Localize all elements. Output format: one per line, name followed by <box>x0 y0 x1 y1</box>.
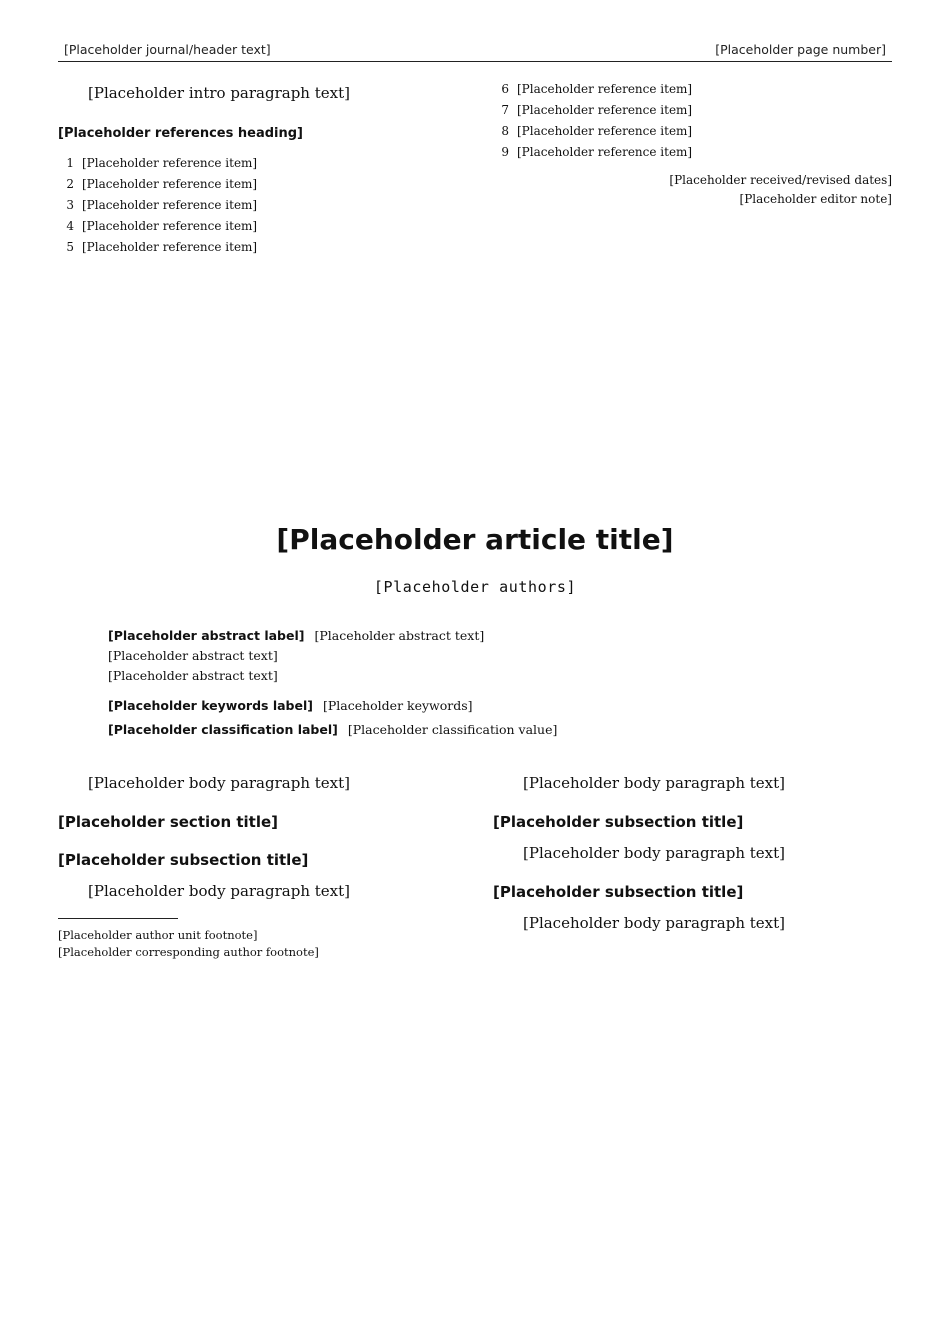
section-1-title: [Placeholder section title] <box>58 813 278 831</box>
reference-number: 3 <box>66 198 74 212</box>
body-left-column <box>58 770 457 1140</box>
reference-text: [Placeholder reference item] <box>82 240 258 254</box>
reference-item <box>493 143 892 161</box>
header-page-number: [Placeholder page number] <box>715 42 886 57</box>
body-right-column <box>493 770 892 1140</box>
reference-text: [Placeholder reference item] <box>517 82 693 96</box>
top-right-column <box>493 80 892 478</box>
footnote-divider <box>58 918 178 919</box>
keywords-value: [Placeholder keywords] <box>322 698 473 713</box>
reference-text: [Placeholder reference item] <box>82 198 258 212</box>
article-title-block <box>58 522 892 598</box>
article-title: [Placeholder article title] <box>276 523 674 556</box>
received-revised-note <box>493 171 892 208</box>
section-1-2-text: [Placeholder body paragraph text] <box>523 844 785 862</box>
section-1-2-title: [Placeholder subsection title] <box>493 813 744 831</box>
reference-item <box>58 217 457 235</box>
abstract-text-3: [Placeholder abstract text] <box>108 668 278 683</box>
reference-text: [Placeholder reference item] <box>517 124 693 138</box>
section-1-1-text: [Placeholder body paragraph text] <box>88 882 350 900</box>
reference-number: 9 <box>501 145 509 159</box>
section-1-1-title: [Placeholder subsection title] <box>58 851 309 869</box>
received-dates: [Placeholder received/revised dates] <box>669 173 892 187</box>
abstract-paragraph <box>108 666 842 686</box>
classification-label: [Placeholder classification label] <box>108 722 338 737</box>
reference-item <box>58 238 457 256</box>
footnote-corresponding-author: [Placeholder corresponding author footnote] <box>58 945 319 959</box>
classification-line <box>108 720 842 740</box>
references-list-left <box>58 154 457 256</box>
reference-text: [Placeholder reference item] <box>517 145 693 159</box>
body-intro-paragraph: [Placeholder body paragraph text] <box>88 774 350 792</box>
reference-item <box>58 154 457 172</box>
keywords-label: [Placeholder keywords label] <box>108 698 313 713</box>
reference-number: 5 <box>66 240 74 254</box>
footnote-author-unit: [Placeholder author unit footnote] <box>58 928 258 942</box>
reference-item <box>493 101 892 119</box>
section-1-3-text: [Placeholder body paragraph text] <box>523 914 785 932</box>
keywords-line <box>108 696 842 716</box>
abstract-text-1: [Placeholder abstract text] <box>314 628 485 643</box>
abstract-block <box>108 626 842 740</box>
article-authors: [Placeholder authors] <box>373 578 577 596</box>
reference-number: 8 <box>501 124 509 138</box>
references-heading: [Placeholder references heading] <box>58 126 304 141</box>
abstract-text-2: [Placeholder abstract text] <box>108 648 278 663</box>
section-1-3-title: [Placeholder subsection title] <box>493 883 744 901</box>
page-header <box>58 34 892 62</box>
editor-credit: [Placeholder editor note] <box>739 192 892 206</box>
reference-text: [Placeholder reference item] <box>517 103 693 117</box>
classification-value: [Placeholder classification value] <box>347 722 558 737</box>
reference-item <box>493 80 892 98</box>
reference-number: 2 <box>66 177 74 191</box>
body-two-columns <box>58 770 892 1140</box>
reference-number: 4 <box>66 219 74 233</box>
reference-text: [Placeholder reference item] <box>82 177 258 191</box>
intro-paragraph: [Placeholder intro paragraph text] <box>88 84 350 102</box>
reference-text: [Placeholder reference item] <box>82 219 258 233</box>
reference-number: 6 <box>501 82 509 96</box>
reference-item <box>58 175 457 193</box>
abstract-paragraph <box>108 646 842 666</box>
top-left-column <box>58 80 457 478</box>
top-two-columns <box>58 80 892 478</box>
body-right-paragraph: [Placeholder body paragraph text] <box>523 774 785 792</box>
abstract-paragraph <box>108 626 842 646</box>
reference-number: 7 <box>501 103 509 117</box>
reference-number: 1 <box>66 156 74 170</box>
reference-text: [Placeholder reference item] <box>82 156 258 170</box>
reference-item <box>58 196 457 214</box>
references-list-right <box>493 80 892 161</box>
reference-item <box>493 122 892 140</box>
abstract-label: [Placeholder abstract label] <box>108 628 305 643</box>
header-left-text: [Placeholder journal/header text] <box>64 42 271 57</box>
